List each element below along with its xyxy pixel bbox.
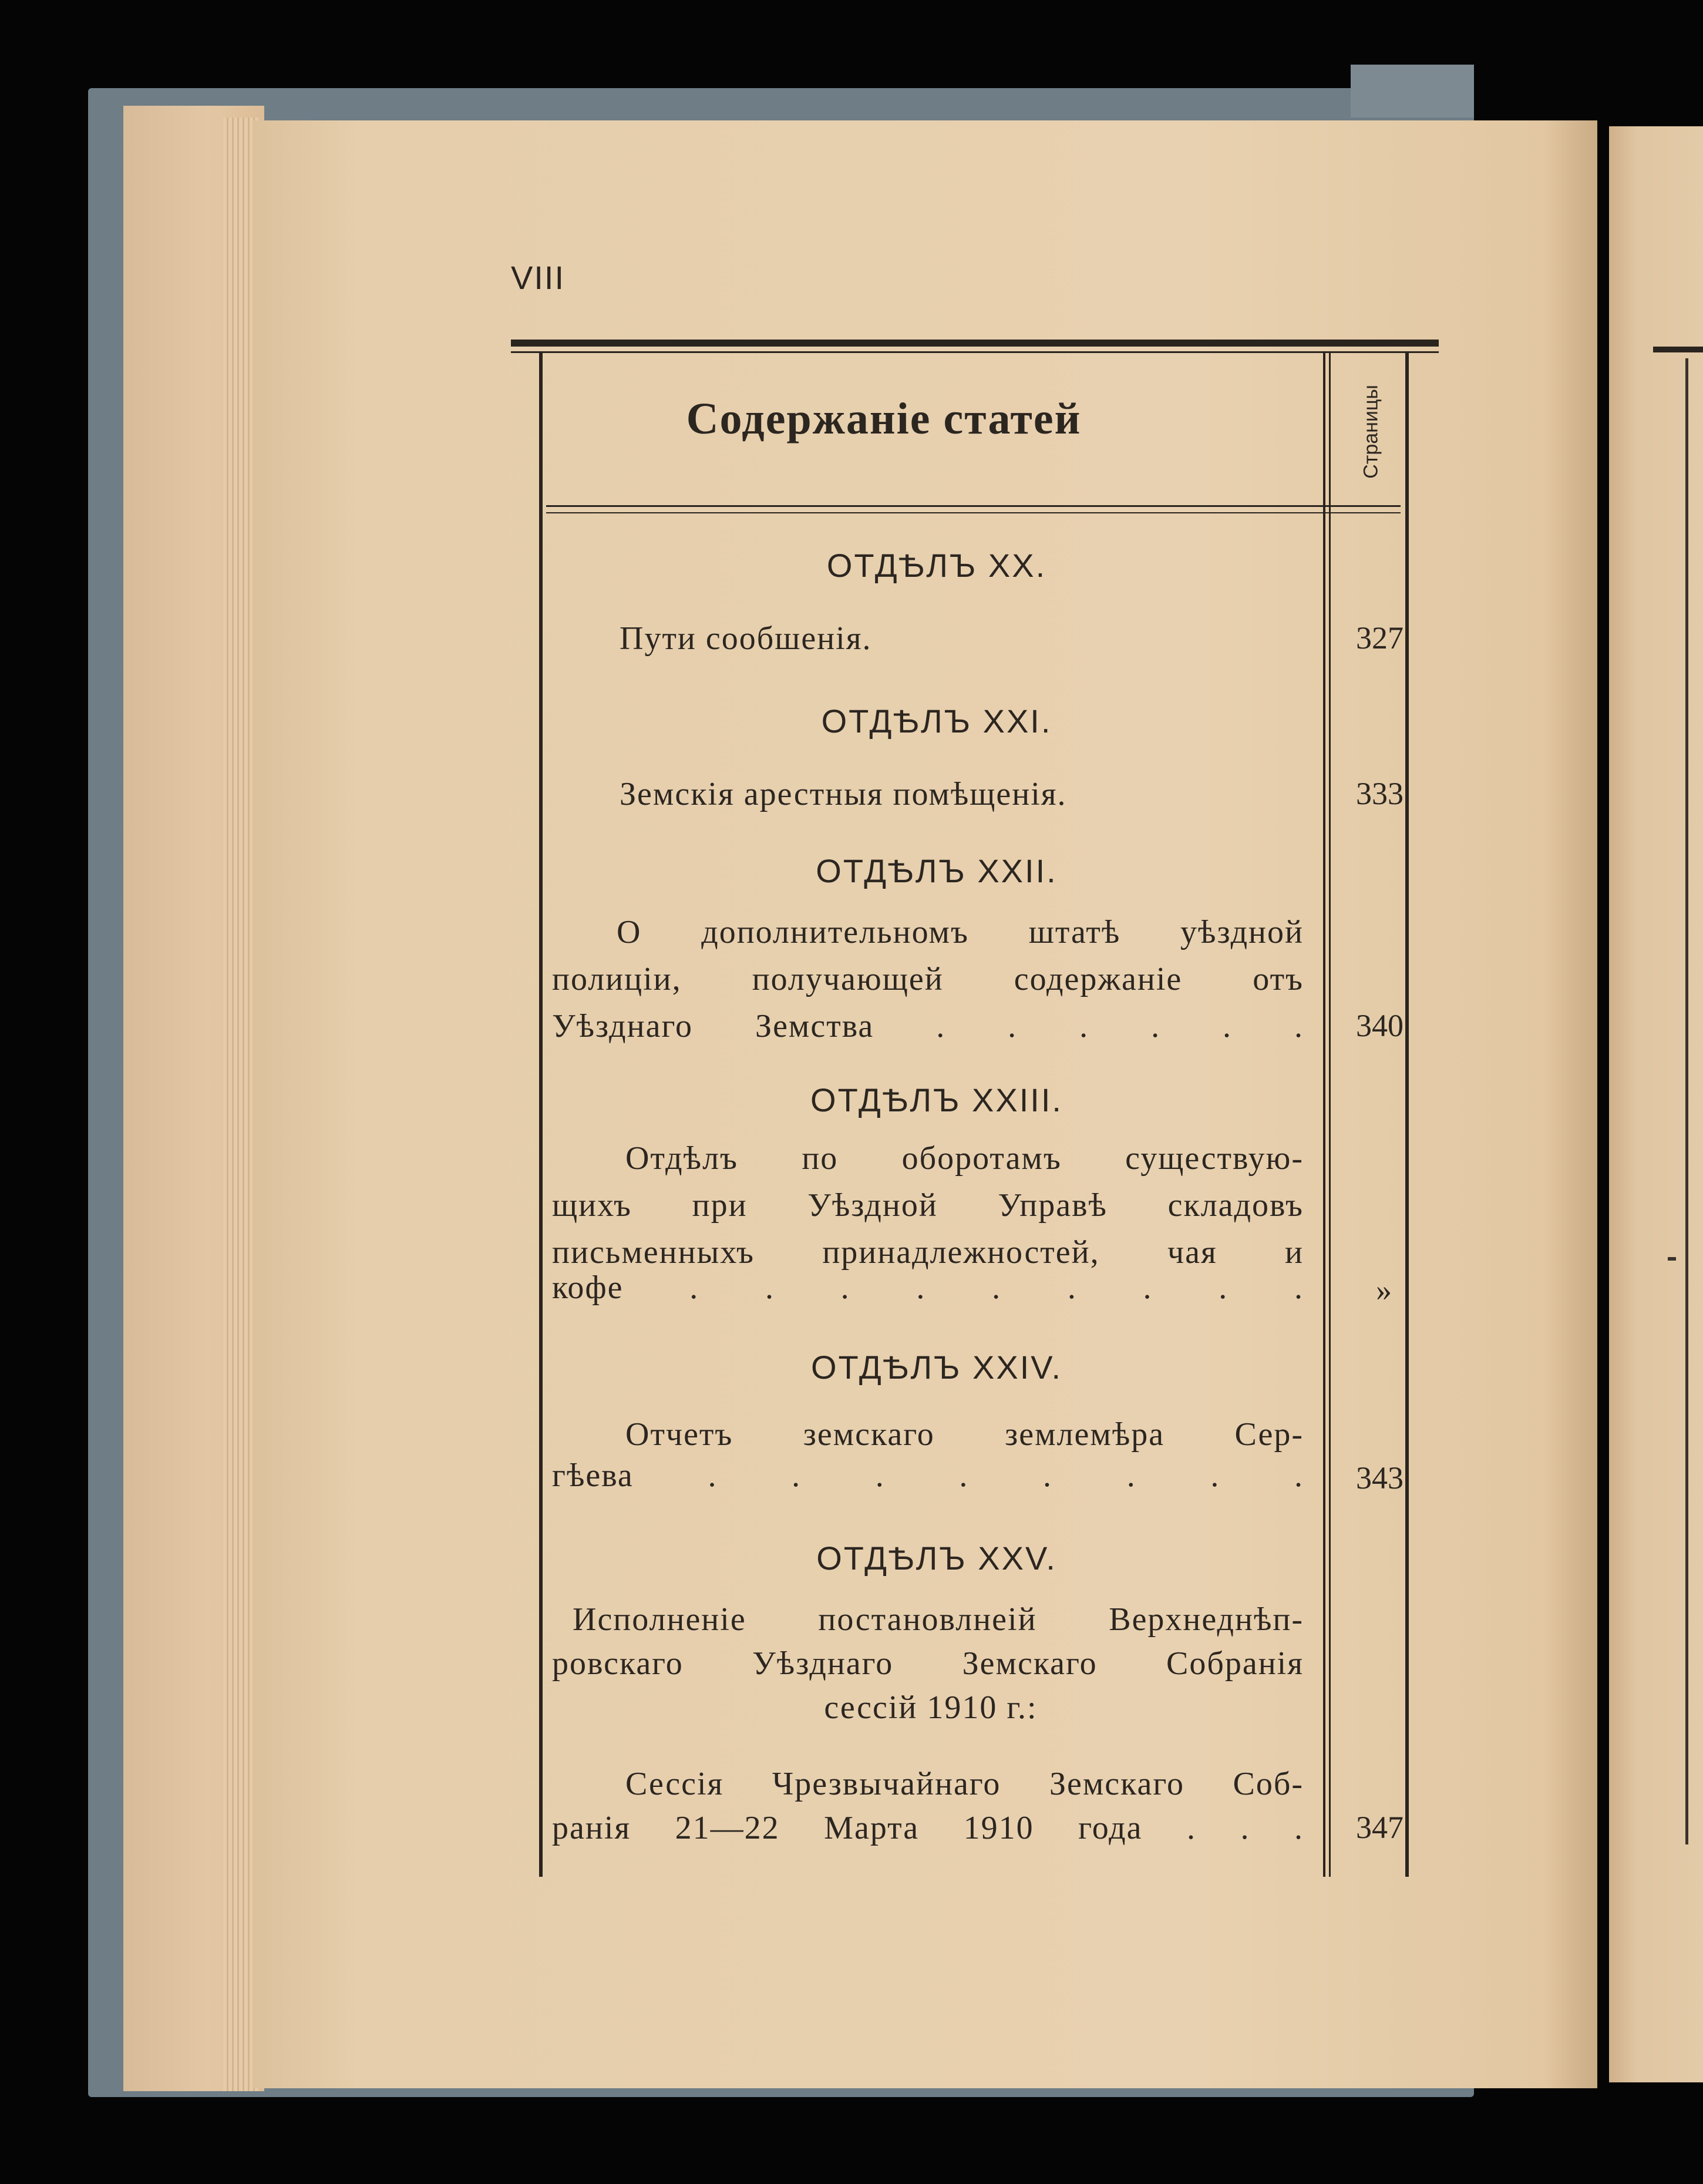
page-number: VIII [511,259,566,296]
section-entry: щихъ при Уѣздной Управѣ складовъ [552,1187,1304,1224]
page-ref: 340 [1356,1008,1404,1043]
section-entry: Пути сообшенія. [620,620,872,657]
section-entry: письменныхъ принадлежностей, чая и [552,1234,1304,1271]
header-rule-thin [546,512,1401,513]
section-entry: Земскія арестныя помѣщенія. [620,776,1067,812]
page-ref: 327 [1356,620,1404,656]
header-rule [546,505,1401,507]
top-rule-thin [511,351,1439,353]
section-heading: ОТДѢЛЪ XX. [826,547,1047,584]
section-entry: кофе . . . . . . . . . [552,1269,1304,1306]
section-entry: полиціи, получающей содержаніе отъ [552,961,1304,997]
page-right [1609,126,1703,2082]
pages-column-header: Страницы [1359,385,1382,479]
table-title: Содержаніе статей [686,394,1082,443]
page-ref: » [1376,1272,1392,1308]
right-border [1405,352,1409,1877]
section-entry: гѣева . . . . . . . . [552,1457,1304,1494]
book-cover-top [1351,65,1474,117]
section-entry: Уѣзднаго Земства . . . . . . [552,1008,1304,1044]
section-heading: ОТДѢЛЪ XXIV. [810,1349,1063,1386]
page-ref: 343 [1356,1460,1404,1496]
section-entry: сессій 1910 г.: [824,1689,1038,1726]
section-entry: Отдѣлъ по оборотамъ существую- [625,1140,1304,1177]
section-heading: ОТДѢЛЪ XXII. [816,852,1058,889]
section-entry: Отчетъ земскаго землемѣра Сер- [625,1416,1304,1453]
section-entry: ранія 21—22 Марта 1910 года . . . [552,1810,1304,1846]
right-page-line [1685,358,1688,1844]
page-ref: 347 [1356,1810,1404,1845]
section-entry: О дополнительномъ штатѣ уѣздной [617,914,1304,950]
left-border [539,352,543,1877]
right-page-rule [1653,347,1703,352]
divider-right [1329,352,1331,1877]
section-heading: ОТДѢЛЪ XXV. [816,1540,1057,1577]
section-heading: ОТДѢЛЪ XXI. [821,703,1052,740]
section-entry: Исполненіе постановлнеій Верхнеднѣп- [573,1601,1304,1638]
section-heading: ОТДѢЛЪ XXIII. [810,1081,1063,1118]
page-ref: 333 [1356,776,1404,811]
section-entry: Сессія Чрезвычайнаго Земскаго Соб- [625,1766,1304,1802]
section-entry: ровскаго Уѣзднаго Земскаго Собранія [552,1645,1304,1682]
right-page-mark [1668,1257,1676,1261]
top-rule [511,340,1439,347]
